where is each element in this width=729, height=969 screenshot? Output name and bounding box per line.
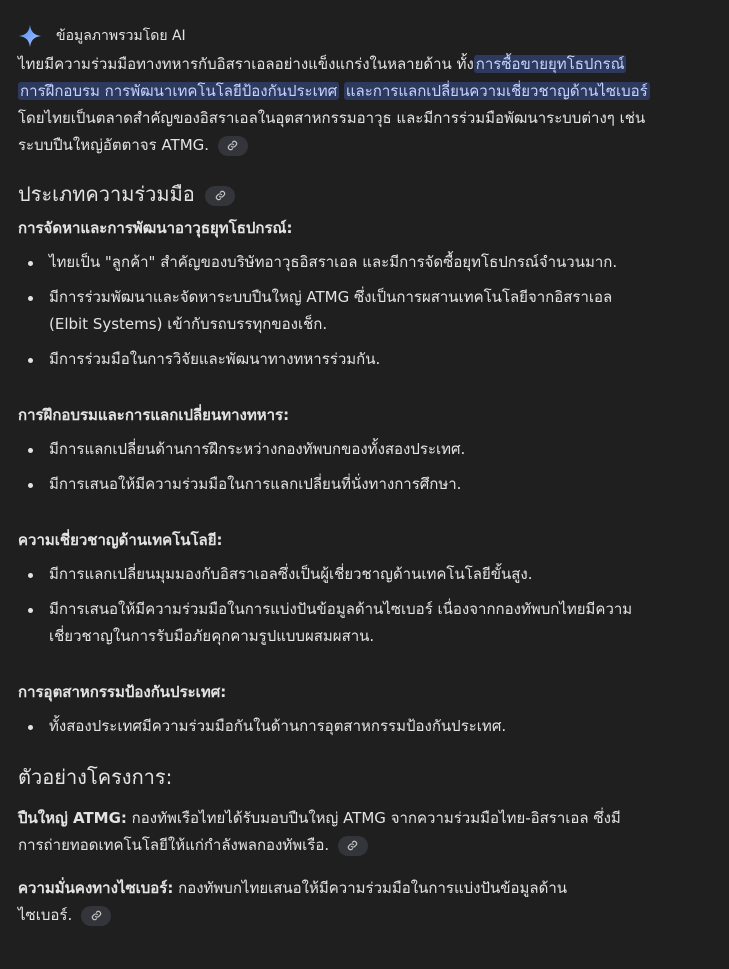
list-item-line: เชี่ยวชาญในการรับมือภัยคุกคามรูปแบบผสมผสาน. [49, 627, 375, 645]
list-item: มีการแลกเปลี่ยนด้านการฝึกระหว่างกองทัพบกของทั้งสองประเทศ. [18, 436, 718, 463]
intro-text: โดยไทยเป็นตลาดสำคัญของอิสราเอลในอุตสาหกรรมอาวุธ และมีการร่วมมือพัฒนาระบบต่างๆ เช่น [18, 109, 646, 127]
list-item-line: มีการเสนอให้มีความร่วมมือในการแบ่งปันข้อมูลด้านไซเบอร์ เนื่องจากกองทัพบกไทยมีความ [49, 600, 633, 618]
list-item-line: (Elbit Systems) เข้ากับรถบรรทุกของเช็ก. [49, 315, 328, 333]
ai-overview-panel [18, 0, 718, 929]
highlight-link-arms-trade[interactable]: การซื้อขายยุทโธปกรณ์ [475, 55, 625, 73]
ai-overview-header [18, 21, 718, 51]
list-item [18, 284, 718, 338]
list-item: ไทยเป็น "ลูกค้า" สำคัญของบริษัทอาวุธอิสราเอล และมีการจัดซื้อยุทโธปกรณ์จำนวนมาก. [18, 249, 718, 276]
gemini-sparkle-icon [18, 24, 42, 48]
section-heading-examples: ตัวอย่างโครงการ: [18, 765, 173, 789]
intro-text: ระบบปืนใหญ่อัตตาจร ATMG. [18, 136, 210, 154]
section-heading-types [18, 179, 718, 209]
example-text: การถ่ายทอดเทคโนโลยีให้แก่กำลังพลกองทัพเรือ. [18, 836, 330, 854]
group-title: การฝึกอบรมและการแลกเปลี่ยนทางทหาร: [18, 406, 290, 424]
section-heading-text: ประเภทความร่วมมือ [18, 182, 195, 206]
link-icon [91, 910, 102, 921]
list-item [18, 596, 718, 650]
source-link-button[interactable] [218, 136, 248, 156]
group-title: การจัดหาและการพัฒนาอาวุธยุทโธปกรณ์: [18, 219, 293, 237]
bullet-list [18, 436, 718, 498]
group-title: ความเชี่ยวชาญด้านเทคโนโลยี: [18, 531, 223, 549]
link-icon [215, 190, 226, 201]
bullet-list [18, 249, 718, 373]
list-item: มีการเสนอให้มีความร่วมมือในการแลกเปลี่ยนที่นั่งทางการศึกษา. [18, 471, 718, 498]
bullet-list [18, 561, 718, 650]
source-link-button[interactable] [81, 906, 111, 926]
example-label: ความมั่นคงทางไซเบอร์: [18, 879, 174, 897]
source-link-button[interactable] [338, 836, 368, 856]
example-paragraph [18, 805, 718, 859]
highlight-link-training-tech[interactable]: การฝึกอบรม การพัฒนาเทคโนโลยีป้องกันประเทศ [20, 82, 338, 100]
intro-paragraph [18, 51, 718, 159]
list-item: ทั้งสองประเทศมีความร่วมมือกันในด้านการอุตสาหกรรมป้องกันประเทศ. [18, 713, 718, 740]
list-item-line: มีการร่วมพัฒนาและจัดหาระบบปืนใหญ่ ATMG ซึ่งเป็นการผสานเทคโนโลยีจากอิสราเอล [49, 288, 613, 306]
example-text: ไซเบอร์. [18, 906, 73, 924]
link-icon [347, 840, 358, 851]
list-item: มีการร่วมมือในการวิจัยและพัฒนาทางทหารร่วมกัน. [18, 346, 718, 373]
source-link-button[interactable] [205, 186, 235, 206]
example-text: กองทัพบกไทยเสนอให้มีความร่วมมือในการแบ่งปันข้อมูลด้าน [173, 879, 567, 897]
ai-overview-title: ข้อมูลภาพรวมโดย AI [56, 28, 186, 44]
example-paragraph [18, 875, 718, 929]
example-label: ปืนใหญ่ ATMG: [18, 809, 127, 827]
example-text: กองทัพเรือไทยได้รับมอบปืนใหญ่ ATMG จากความร่วมมือไทย-อิสราเอล ซึ่งมี [126, 809, 621, 827]
group-title: การอุตสาหกรรมป้องกันประเทศ: [18, 683, 227, 701]
intro-text: ไทยมีความร่วมมือทางทหารกับอิสราเอลอย่างแข็งแกร่งในหลายด้าน ทั้ง [18, 55, 474, 73]
bullet-list [18, 713, 718, 740]
link-icon [227, 140, 238, 151]
highlight-link-cyber[interactable]: และการแลกเปลี่ยนความเชี่ยวชาญด้านไซเบอร์ [345, 82, 648, 100]
list-item: มีการแลกเปลี่ยนมุมมองกับอิสราเอลซึ่งเป็นผู้เชี่ยวชาญด้านเทคโนโลยีขั้นสูง. [18, 561, 718, 588]
